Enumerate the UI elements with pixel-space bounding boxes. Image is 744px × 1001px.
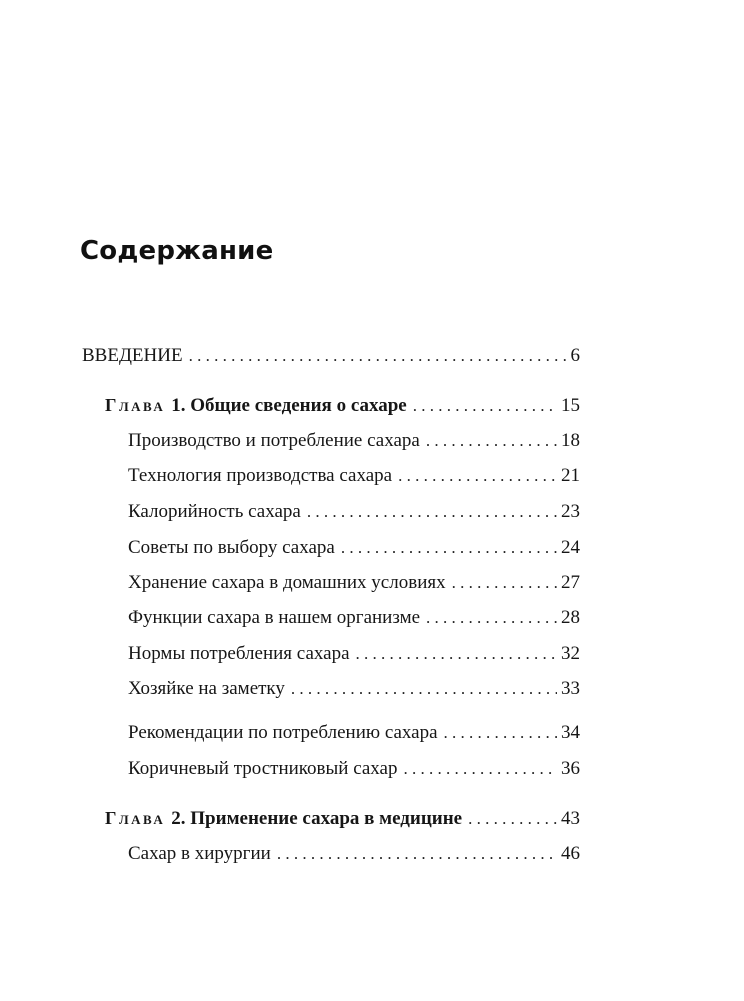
toc-entry-label: Хозяйке на заметку [128, 678, 285, 699]
chapter-title: 2. Применение сахара в медицине [171, 808, 463, 829]
toc-entry[interactable] [128, 536, 580, 560]
toc-page-number: 23 [561, 501, 580, 522]
toc-entry[interactable] [128, 464, 580, 488]
toc-entry-introduction[interactable] [82, 344, 580, 368]
dot-leader [398, 464, 557, 488]
toc-entry-label: Калорийность сахара [128, 501, 301, 522]
dot-leader [277, 842, 557, 866]
page-title: Содержание [80, 236, 274, 266]
dot-leader [426, 429, 557, 453]
toc-page-number: 43 [561, 808, 580, 829]
toc-entry-label: ВВЕДЕНИЕ [82, 345, 183, 366]
dot-leader [413, 394, 557, 418]
dot-leader [189, 344, 567, 368]
toc-chapter-1[interactable] [105, 393, 580, 418]
toc-entry[interactable] [128, 721, 580, 745]
dot-leader [404, 757, 558, 781]
toc-page-number: 6 [570, 345, 580, 366]
toc-entry-label: Нормы потребления сахара [128, 643, 350, 664]
toc-entry-label: Производство и потребление сахара [128, 430, 420, 451]
toc-entry[interactable] [128, 642, 580, 666]
toc-entry-label: Рекомендации по потреблению сахара [128, 722, 438, 743]
dot-leader [307, 500, 557, 524]
toc-page-number: 36 [561, 758, 580, 779]
toc-page-number: 33 [561, 678, 580, 699]
dot-leader [291, 677, 557, 701]
chapter-prefix: Глава [105, 395, 166, 415]
toc-page-number: 34 [561, 722, 580, 743]
dot-leader [444, 721, 557, 745]
toc-entry[interactable] [128, 757, 580, 781]
dot-leader [356, 642, 557, 666]
toc-entry-label: Сахар в хирургии [128, 843, 271, 864]
toc-entry[interactable] [128, 500, 580, 524]
dot-leader [426, 606, 557, 630]
chapter-title: 1. Общие сведения о сахаре [171, 395, 407, 416]
toc-entry-label: Советы по выбору сахара [128, 537, 335, 558]
toc-page-number: 18 [561, 430, 580, 451]
dot-leader [341, 536, 557, 560]
toc-page-number: 32 [561, 643, 580, 664]
toc-entry-label: Коричневый тростниковый сахар [128, 758, 398, 779]
toc-entry[interactable] [128, 571, 580, 595]
toc-page-number: 15 [561, 395, 580, 416]
toc-chapter-2[interactable] [105, 806, 580, 831]
toc-entry[interactable] [128, 429, 580, 453]
toc-page-number: 24 [561, 537, 580, 558]
toc-entry-label: Хранение сахара в домашних условиях [128, 572, 446, 593]
toc-entry[interactable] [128, 606, 580, 630]
toc-page-number: 27 [561, 572, 580, 593]
toc-entry[interactable] [128, 677, 580, 701]
toc-entry-label: Функции сахара в нашем организме [128, 607, 421, 628]
toc-page-number: 21 [561, 465, 580, 486]
toc-page-number: 28 [561, 607, 580, 628]
toc-entry[interactable] [128, 842, 580, 866]
toc-entry-label: Технология производства сахара [128, 465, 393, 486]
chapter-prefix: Глава [105, 808, 166, 828]
toc-page-number: 46 [561, 843, 580, 864]
dot-leader [468, 807, 557, 831]
dot-leader [452, 571, 557, 595]
